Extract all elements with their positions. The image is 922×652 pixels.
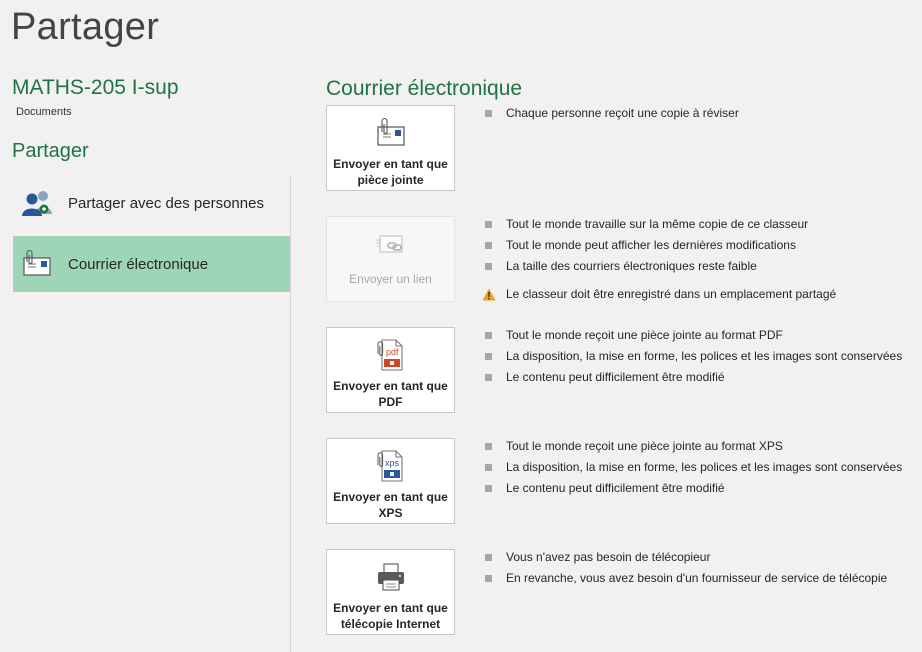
send-as-xps-button[interactable] — [326, 438, 455, 524]
email-attachment-icon — [374, 114, 408, 152]
button-label: Envoyer en tant que PDF — [333, 379, 448, 409]
fax-description-list — [482, 547, 887, 589]
warning-icon — [482, 287, 496, 308]
send-link-icon — [374, 225, 408, 263]
list-item: Tout le monde reçoit une pièce jointe au format XPS — [482, 436, 902, 457]
list-item: Chaque personne reçoit une copie à réviser — [482, 103, 739, 124]
sidebar-item-email[interactable] — [13, 236, 290, 292]
list-item: Tout le monde peut afficher les dernières modifications — [482, 235, 836, 256]
sidebar-heading: Partager — [12, 140, 89, 162]
button-label: Envoyer un lien — [349, 272, 432, 286]
list-item: Vous n'avez pas besoin de télécopieur — [482, 547, 887, 568]
list-item: En revanche, vous avez besoin d'un fournisseur de service de télécopie — [482, 568, 887, 589]
warning-item: Le classeur doit être enregistré dans un emplacement partagé — [482, 284, 836, 305]
sidebar-item-label: Courrier électronique — [68, 255, 209, 273]
button-label: Envoyer en tant que télécopie Internet — [333, 601, 448, 631]
list-item: Le contenu peut difficilement être modifié — [482, 367, 902, 388]
xps-icon-label: xps — [384, 458, 399, 468]
send-as-pdf-button[interactable] — [326, 327, 455, 413]
button-label: Envoyer en tant que XPS — [333, 490, 448, 520]
button-label: Envoyer en tant que pièce jointe — [333, 157, 448, 187]
xps-icon — [374, 447, 408, 485]
send-link-button[interactable] — [326, 216, 455, 302]
attachment-description-list — [482, 103, 739, 124]
list-item: La disposition, la mise en forme, les polices et les images sont conservées — [482, 346, 902, 367]
list-item: Le contenu peut difficilement être modifié — [482, 478, 902, 499]
list-item: Tout le monde travaille sur la même copie de ce classeur — [482, 214, 836, 235]
send-as-attachment-button[interactable] — [326, 105, 455, 191]
link-description-list — [482, 214, 836, 305]
list-item: La disposition, la mise en forme, les polices et les images sont conservées — [482, 457, 902, 478]
send-as-internet-fax-button[interactable] — [326, 549, 455, 635]
email-attachment-icon — [15, 244, 59, 284]
workbook-name: MATHS-205 I-sup — [12, 76, 179, 99]
page-title: Partager — [11, 6, 160, 48]
sidebar-item-label: Partager avec des personnes — [68, 194, 264, 212]
fax-printer-icon — [374, 558, 408, 596]
list-item: Tout le monde reçoit une pièce jointe au format PDF — [482, 325, 902, 346]
sidebar-item-share-with-people[interactable] — [13, 175, 290, 231]
pdf-description-list — [482, 325, 902, 388]
pdf-icon — [374, 336, 408, 374]
section-title: Courrier électronique — [326, 77, 523, 100]
vertical-divider — [290, 176, 291, 652]
list-item: La taille des courriers électroniques reste faible — [482, 256, 836, 277]
workbook-location: Documents — [16, 106, 72, 118]
pdf-icon-label: pdf — [385, 347, 399, 357]
people-icon — [15, 183, 59, 223]
xps-description-list — [482, 436, 902, 499]
